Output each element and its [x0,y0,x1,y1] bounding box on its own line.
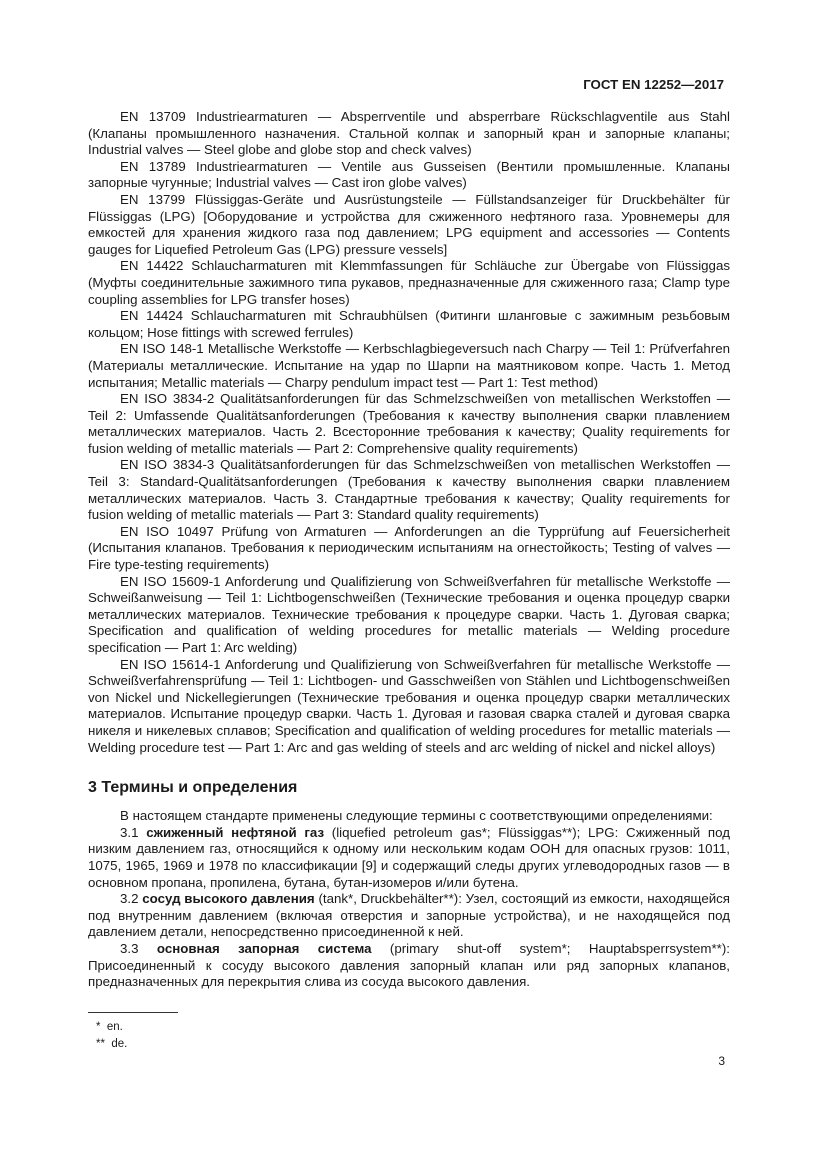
section-intro: В настоящем стандарте применены следующие термины с соответствующими определениями: [120,808,713,824]
reference-item: EN ISO 10497 Prüfung von Armaturen — Anforderungen an die Typprüfung auf Feuersicherheit (Испытания клапанов. Требования к периодическим испытаниям на огнестойкость; Testing of valves — Fire type-testing requirements) [88,523,730,573]
reference-item: EN ISO 3834-3 Qualitätsanforderungen für das Schmelzschweißen von metallischen Werkstoffen — Teil 3: Standard-Qualitätsanforderungen (Требования к качеству выполнения сварки плавлением металлических материалов. Часть 3. Стандартные требования к качеству; Quality requirements for fusion welding of metallic materials — Part 3: Standard quality requirements) [88,457,730,523]
term-definition: (liquefied petroleum gas*; Flüssiggas**); LPG: Сжиженный под низким давлением газ, относящийся к одному или нескольким кодам ООН для опасных грузов: 1011, 1075, 1965, 1969 и 1978 по классификации [9] и содержащий следы других углеводородных газов — в основном пропана, пропилена, бутана, бутан-изомеров и/или бутена. [88,824,730,890]
definition-paragraph [88,941,730,991]
term-name: основная запорная система [156,940,372,956]
definition-paragraph [88,825,730,891]
reference-item: EN ISO 15609-1 Anforderung und Qualifizierung von Schweißverfahren für metallische Werkstoffe — Schweißanweisung — Teil 1: Lichtbogenschweißen (Технические требования и оценка процедур сварки металлических материалов. Технические требования к процедуре сварки. Часть 1. Дуговая сварка; Specification and qualification of welding procedures for metallic materials — Welding procedure specification — Part 1: Arc welding) [88,573,730,655]
term-number: 3.3 [120,940,139,956]
reference-item: EN ISO 15614-1 Anforderung und Qualifizierung von Schweißverfahren für metallische Werkstoffe — Schweißverfahrensprüfung — Teil 1: Lichtbogen- und Gasschweißen von Stählen und Lichtbogenschweißen von Nickel und Nickellegierungen (Технические требования и оценка процедур сварки металлических материалов. Испытание процедур сварки. Часть 1. Дуговая и газовая сварка сталей и дуговая сварка никеля и никелевых сплавов; Specification and qualification of welding procedures for metallic materials — Welding procedure test — Part 1: Arc and gas welding of steels and arc welding of nickel and nickel alloys) [88,656,730,755]
section-heading: 3 Термины и определения [88,779,298,797]
term-name: сжиженный нефтяной газ [146,824,325,840]
term-number: 3.2 [120,891,139,907]
footnote-item: ** de. [96,1038,128,1050]
reference-item: EN 13789 Industriearmaturen — Ventile aus Gusseisen (Вентили промышленные. Клапаны запорные чугунные; Industrial valves — Cast iron globe valves) [88,158,730,191]
document-id-header: ГОСТ EN 12252—2017 [583,77,724,92]
reference-item: EN 13709 Industriearmaturen — Absperrventile und absperrbare Rückschlagventile aus Stahl (Клапаны промышленного назначения. Стальной колпак и запорный кран и запорные клапаны; Industrial valves — Steel globe and globe stop and check valves) [88,109,730,158]
page-number: 3 [718,1054,725,1068]
footnote-item: * en. [96,1021,123,1033]
reference-item: EN 13799 Flüssiggas-Geräte und Ausrüstungsteile — Füllstandsanzeiger für Druckbehälter für Flüssiggas (LPG) [Оборудование и устройства для сжиженного нефтяного газа. Уровнемеры для емкостей для хранения жидкого газа под давлением; LPG equipment and accessories — Contents gauges for Liquefied Petroleum Gas (LPG) pressure vessels] [88,191,730,257]
reference-item: EN 14424 Schlaucharmaturen mit Schraubhülsen (Фитинги шланговые с зажимным резьбовым кольцом; Hose fittings with screwed ferrules) [88,308,730,340]
reference-item: EN ISO 148-1 Metallische Werkstoffe — Kerbschlagbiegeversuch nach Charpy — Teil 1: Prüfverfahren (Материалы металлические. Испытание на удар по Шарпи на маятниковом копре. Часть 1. Метод испытания; Metallic materials — Charpy pendulum impact test — Part 1: Test method) [88,341,730,390]
footnotes [96,1019,127,1053]
term-definition: (primary shut-off system*; Hauptabsperrsystem**): Присоединенный к сосуду высокого давления запорный клапан или ряд запорных клапанов, предназначенных для перекрытия слива из сосуда высокого давления. [88,940,730,990]
references-list [88,109,730,756]
page-body [88,109,730,991]
definition-paragraph [88,891,730,941]
term-name: сосуд высокого давления [142,891,315,907]
footnote-divider [88,1012,178,1013]
reference-item: EN 14422 Schlaucharmaturen mit Klemmfassungen für Schläuche zur Übergabe von Flüssiggas (Муфты соединительные зажимного типа рукавов, предназначенные для сжиженного газа; Clamp type coupling assemblies for LPG transfer hoses) [88,258,730,307]
term-number: 3.1 [120,824,139,840]
term-definition: (tank*, Druckbehälter**): Узел, состоящий из емкости, находящейся под внутренним давлением (включая отверстия и запорные устройства), и не находящейся под давлением детали, непосредственно присоединенной к ней. [88,891,731,940]
reference-item: EN ISO 3834-2 Qualitätsanforderungen für das Schmelzschweißen von metallischen Werkstoffen — Teil 2: Umfassende Qualitätsanforderungen (Требования к качеству выполнения сварки плавлением металлических материалов. Часть 2. Всесторонние требования к качеству; Quality requirements for fusion welding of metallic materials — Part 2: Comprehensive quality requirements) [88,391,730,456]
